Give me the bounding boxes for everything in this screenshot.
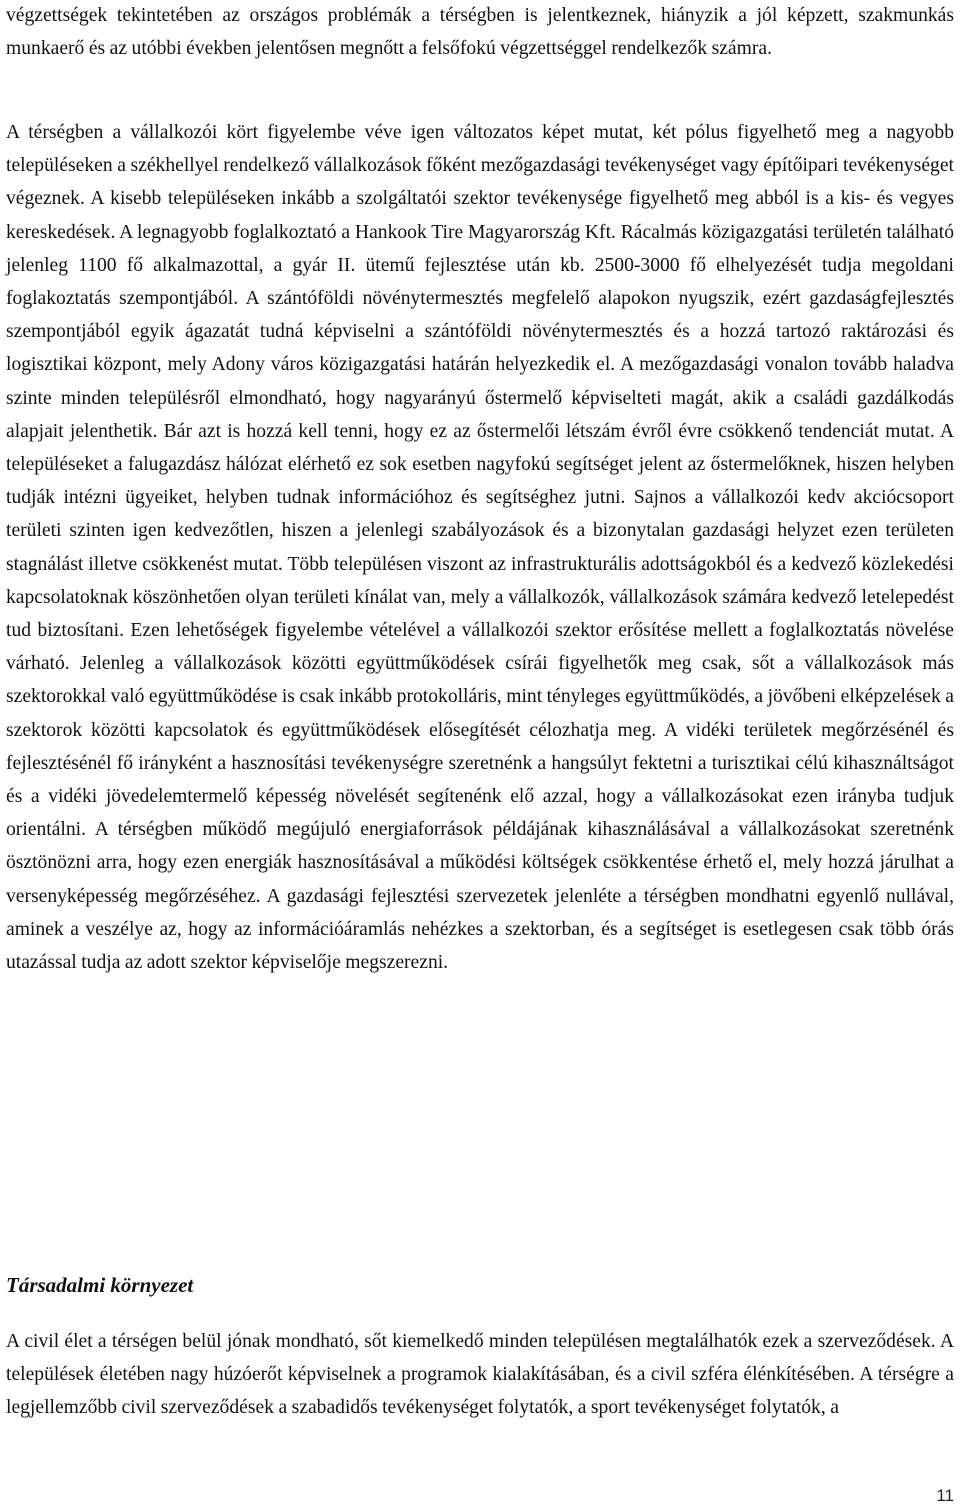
section-heading-social-environment: Társadalmi környezet [6, 1273, 194, 1297]
page-number: 11 [936, 1486, 954, 1505]
paragraph-civil-life: A civil élet a térségen belül jónak mondható, sőt kiemelkedő minden településen megtalálhatók ezek a szerveződések. A települések életében nagy húzóerőt képviselnek a programok kialakításában, és a civil szféra élénkítésében. A térségre a legjellemzőbb civil szerveződések a szabadidős tevékenységet folytatók, a sport tevékenységet folytatók, a [6, 1331, 954, 1419]
paragraph-education: végzettségek tekintetében az országos problémák a térségben is jelentkeznek, hiányzik a jól képzett, szakmunkás munkaerő és az utóbbi években jelentősen megnőtt a felsőfokú végzettséggel rendelkezők számra. [6, 5, 954, 60]
paragraph-business-environment: A térségben a vállalkozói kört figyelembe véve igen változatos képet mutat, két pólus figyelhető meg a nagyobb településeken a székhellyel rendelkező vállalkozások főként mezőgazdasági tevékenységet vagy építőipari tevékenységet végeznek. A kisebb településeken inkább a szolgáltatói szektor tevékenysége figyelhető meg abból is a kis- és vegyes kereskedések. A legnagyobb foglalkoztató a Hankook Tire Magyarország Kft. Rácalmás közigazgatási területén található jelenleg 1100 fő alkalmazottal, a gyár II. ütemű fejlesztése után kb. 2500-3000 fő elhelyezését tudja megoldani foglakoztatás szempontjából. A szántóföldi növénytermesztés megfelelő alapokon nyugszik, ezért gazdaságfejlesztés szempontjából egyik ágazatát tudná képviselni a szántóföldi növénytermesztés és a hozzá tartozó raktározási és logisztikai központ, mely Adony város közigazgatási határán helyezkedik el. A mezőgazdasági vonalon tovább haladva szinte minden településről elmondható, hogy nagyarányú őstermelő képviselteti magát, akik a családi gazdálkodás alapjait jelenthetik. Bár azt is hozzá kell tenni, hogy ez az őstermelői létszám évről évre csökkenő tendenciát mutat. A településeket a falugazdász hálózat elérhető ez sok esetben nagyfokú segítséget jelent az őstermelőknek, hiszen helyben tudják intézni ügyeiket, helyben tudnak információhoz és segítséghez jutni. Sajnos a vállalkozói kedv akciócsoport területi szinten igen kedvezőtlen, hiszen a jelenlegi szabályozások és a bizonytalan gazdasági helyzet ezen területen stagnálást illetve csökkenést mutat. Több településen viszont az infrastrukturális adottságokból és a kedvező közlekedési kapcsolatoknak köszönhetően olyan területi kínálat van, mely a vállalkozók, vállalkozások számára kedvező letelepedést tud biztosítani. Ezen lehetőségek figyelembe vételével a vállalkozói szektor erősítése mellett a foglalkoztatás növelése várható. Jelenleg a vállalkozások közötti együttműködések csírái figyelhetők meg csak, sőt a vállalkozások más szektorokkal való együttműködése is csak inkább protokolláris, mint tényleges együttműködés, a jövőbeni elképzelések a szektorok közötti kapcsolatok és együttműködések elősegítését célozhatja meg. A vidéki területek megőrzésénél és fejlesztésénél fő irányként a hasznosítási tevékenységre szeretnénk a hangsúlyt fektetni a turisztikai célú kihasználtságot és a vidéki jövedelemtermelő képesség növelését segítenénk elő azzal, hogy a vállalkozásokat ezen irányba tudjuk orientálni. A térségben működő megújuló energiaforrások példájának kihasználásával a vállalkozásokat szeretnénk ösztönözni arra, hogy ezen energiák hasznosításával a működési költségek csökkentése érhető el, mely hozzá járulhat a versenyképesség megőrzéséhez. A gazdasági fejlesztési szervezetek jelenléte a térségben mondhatni egyenlő nullával, aminek a veszélye az, hogy az információáramlás nehézkes a szektorban, és a segítséget is esetlegesen csak több órás utazással tudja az adott szektor képviselője megszerezni. [6, 122, 954, 974]
